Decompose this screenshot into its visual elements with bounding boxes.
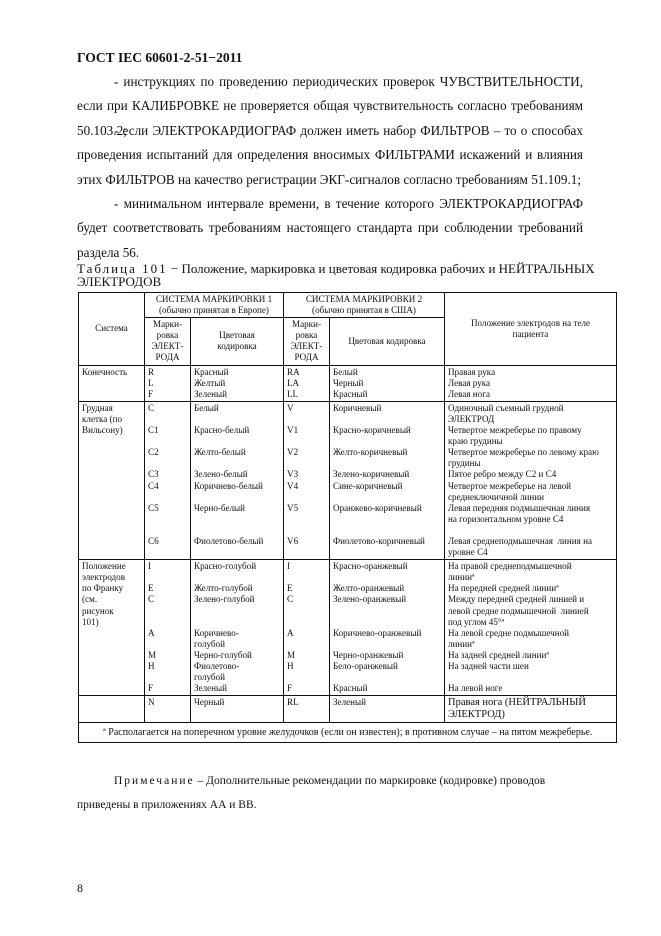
cell-marking-1: N xyxy=(145,696,191,723)
cell-color-2: Коричневый Красно-коричневый Желто-коричневый Зелено-коричневый Сине-коричневый Оранжево-коричневый Фиолетово-коричневый xyxy=(330,401,445,559)
table-caption-label: Таблица 101 xyxy=(77,261,168,276)
table-row xyxy=(79,696,617,723)
paragraph-1: - инструкциях по проведению периодических проверок ЧУВСТВИТЕЛЬНОСТИ, если при КАЛИБРОВКЕ не проверяется общая чувствительность согласно требованиям 50.103.2; xyxy=(77,74,583,138)
header-color-1: Цветовая кодировка xyxy=(191,318,284,365)
cell-color-1: Красно-голубой Желто-голубой Зелено-голубой Коричнево- голубой Черно-голубой Фиолетово- голубой Зеленый xyxy=(191,560,284,696)
header-marking-2: Марки- ровка ЭЛЕКТ- РОДА xyxy=(284,318,330,365)
header-marking-1: Марки- ровка ЭЛЕКТ- РОДА xyxy=(145,318,191,365)
document-header: ГОСТ IEC 60601-2-51−2011 xyxy=(77,50,243,65)
table-header-row xyxy=(79,293,617,318)
note-text: – Дополнительные рекомендации по маркировке (кодировке) проводов приведены в приложениях АА и ВВ. xyxy=(77,775,546,811)
cell-system: Конечность xyxy=(79,365,145,401)
cell-position: Правая рука Левая рука Левая нога xyxy=(445,365,617,401)
cell-color-2: Белый Черный Красный xyxy=(330,365,445,401)
table-row xyxy=(79,401,617,559)
cell-marking-1: C C1 C2 C3 C4 C5 C6 xyxy=(145,401,191,559)
note-label: Примечание xyxy=(114,775,195,787)
cell-marking-2: I E C A M H F xyxy=(284,560,330,696)
cell-marking-2: V V1 V2 V3 V4 V5 V6 xyxy=(284,401,330,559)
note xyxy=(77,769,587,817)
table-row xyxy=(79,560,617,696)
cell-color-1: Черный xyxy=(191,696,284,723)
header-system-1: СИСТЕМА МАРКИРОВКИ 1 (обычно принятая в Европе) xyxy=(145,293,284,318)
cell-position: Одиночный съемный грудной ЭЛЕКТРОД Четвертое межреберье по правому краю грудины Четвертое межреберье по левому краю грудины Пятое ребро между C2 и C4 Четвертое межреберье на левой среднеключичной линии Левая передняя подмышечная линия на горизонтальном уровне C4 Левая среднеподмышечная линия на уровне C4 xyxy=(445,401,617,559)
cell-system xyxy=(79,696,145,723)
header-system-2: СИСТЕМА МАРКИРОВКИ 2 (обычно принятая в США) xyxy=(284,293,445,318)
cell-marking-2: RL xyxy=(284,696,330,723)
cell-marking-2: RA LA LL xyxy=(284,365,330,401)
page-number: 8 xyxy=(77,881,83,895)
paragraph-2: - если ЭЛЕКТРОКАРДИОГРАФ должен иметь набор ФИЛЬТРОВ – то о способах проведения испытаний для определения вносимых ФИЛЬТРАМИ искажений и влияния этих ФИЛЬТРОВ на качество регистрации ЭКГ-сигналов согласно требованиям 51.109.1; xyxy=(77,123,583,187)
cell-position: На правой среднеподмышечной линииª На передней средней линииª Между передней средней линией и левой средне подмышечной линией под углом 45°ª На левой средне подмышечной линииª На задней средней линииª На задней части шеи На левой ноге xyxy=(445,560,617,696)
header-position: Положение электродов на теле пациента xyxy=(445,293,617,366)
cell-marking-1: R L F xyxy=(145,365,191,401)
table-row xyxy=(79,365,617,401)
header-system: Система xyxy=(79,293,145,366)
table-footnote: ª Располагается на поперечном уровне желудочков (если он известен); в противном случае – на пятом межреберье. xyxy=(79,723,617,743)
cell-marking-1: I E C A M H F xyxy=(145,560,191,696)
cell-system: Положение электродов по Франку (см. рисунок 101) xyxy=(79,560,145,696)
cell-system: Грудная клетка (по Вильсону) xyxy=(79,401,145,559)
header-color-2: Цветовая кодировка xyxy=(330,318,445,365)
cell-color-1: Белый Красно-белый Желто-белый Зелено-белый Коричнево-белый Черно-белый Фиолетово-белый xyxy=(191,401,284,559)
electrode-table xyxy=(78,292,617,743)
table-caption xyxy=(77,262,617,288)
paragraph-3: - минимальном интервале времени, в течение которого ЭЛЕКТРОКАРДИОГРАФ будет соответствовать требованиям настоящего стандарта при соблюдении требований раздела 56. xyxy=(77,196,583,260)
table-footnote-row xyxy=(79,723,617,743)
cell-color-2: Красно-оранжевый Желто-оранжевый Зелено-оранжевый Коричнево-оранжевый Черно-оранжевый Бело-оранжевый Красный xyxy=(330,560,445,696)
table-caption-text: − Положение, маркировка и цветовая кодировка рабочих и НЕЙТРАЛЬНЫХ ЭЛЕКТРОДОВ xyxy=(77,261,595,289)
cell-color-1: Красный Желтый Зеленый xyxy=(191,365,284,401)
cell-position: Правая нога (НЕЙТРАЛЬНЫЙ ЭЛЕКТРОД) xyxy=(445,696,617,723)
cell-color-2: Зеленый xyxy=(330,696,445,723)
